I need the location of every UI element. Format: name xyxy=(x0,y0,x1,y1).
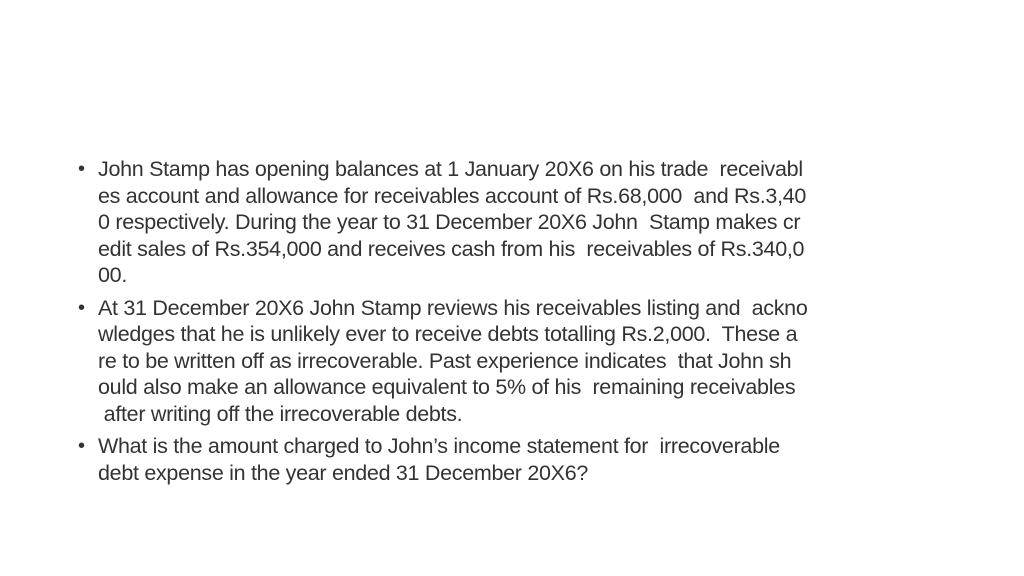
bullet-text xyxy=(98,433,954,486)
text-line: 0 respectively. During the year to 31 December 20X6 John Stamp makes cr xyxy=(98,210,801,234)
text-line: John Stamp has opening balances at 1 January 20X6 on his trade receivabl xyxy=(98,157,803,181)
bullet-list xyxy=(74,156,954,492)
bullet-item-review xyxy=(74,295,954,428)
text-line: What is the amount charged to John’s income statement for irrecoverable xyxy=(98,434,780,458)
bullet-marker: • xyxy=(78,158,86,180)
bullet-marker: • xyxy=(78,296,86,319)
text-line: re to be written off as irrecoverable. Past experience indicates that John sh xyxy=(98,348,792,373)
text-line: after writing off the irrecoverable debts. xyxy=(98,401,463,426)
text-line: wledges that he is unlikely ever to receive debts totalling Rs.2,000. These a xyxy=(98,322,798,346)
text-line: ould also make an allowance equivalent to 5% of his remaining receivables xyxy=(98,375,796,399)
text-line: es account and allowance for receivables account of Rs.68,000 and Rs.3,40 xyxy=(98,183,807,208)
text-line: edit sales of Rs.354,000 and receives cash from his receivables of Rs.340,0 xyxy=(98,236,805,261)
bullet-text xyxy=(98,156,954,289)
text-line: debt expense in the year ended 31 December 20X6? xyxy=(98,460,589,485)
bullet-text xyxy=(98,295,954,428)
text-line: At 31 December 20X6 John Stamp reviews his receivables listing and ackno xyxy=(98,295,808,320)
text-line: 00. xyxy=(98,263,127,287)
bullet-item-question xyxy=(74,433,954,486)
bullet-item-opening-balances xyxy=(74,156,954,289)
bullet-marker: • xyxy=(78,435,86,457)
